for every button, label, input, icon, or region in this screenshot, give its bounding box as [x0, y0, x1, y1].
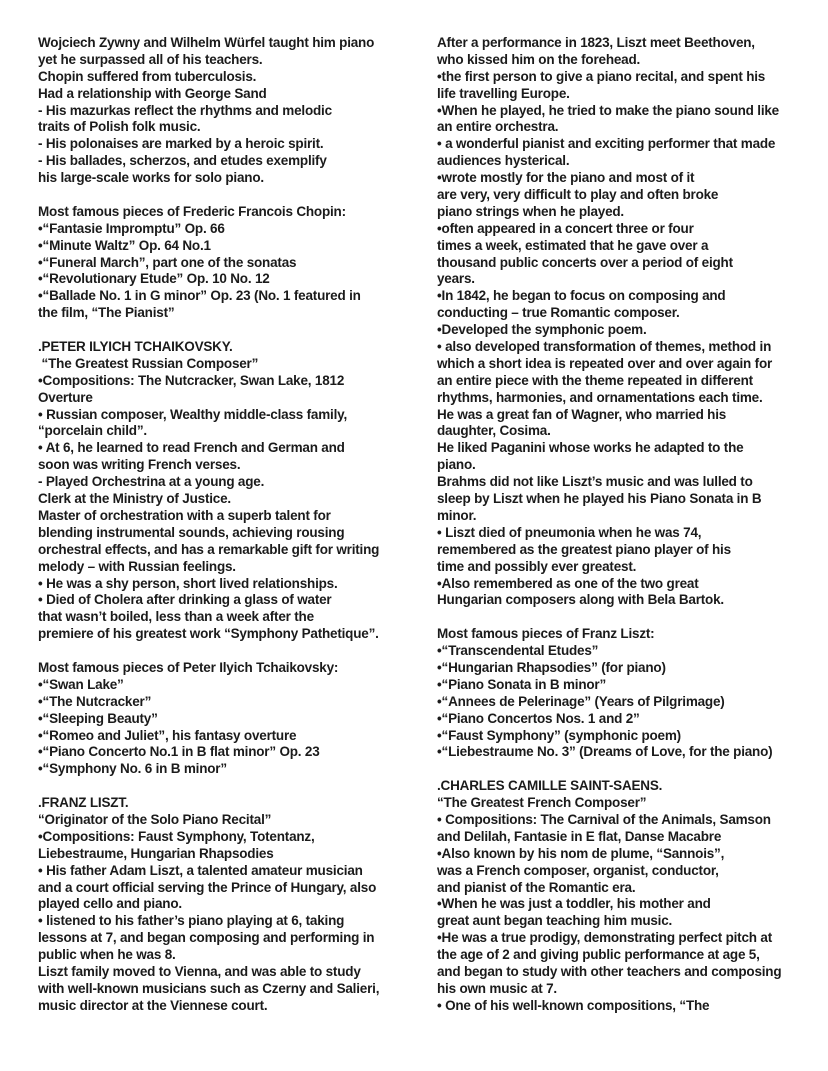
text-line: piano. [437, 457, 476, 473]
text-line: orchestral effects, and has a remarkable gift for writing [38, 541, 380, 557]
text-line: • At 6, he learned to read French and German and [38, 440, 345, 456]
text-line: • Russian composer, Wealthy middle-class family, [38, 406, 347, 422]
text-line: audiences hysterical. [437, 153, 570, 169]
text-line: blending instrumental sounds, achieving rousing [38, 524, 345, 540]
text-line: an entire orchestra. [437, 119, 559, 135]
text-line: •Developed the symphonic poem. [437, 322, 647, 338]
text-line: •When he was just a toddler, his mother and [437, 896, 711, 912]
text-line: time and possibly ever greatest. [437, 558, 637, 574]
text-line: an entire piece with the theme repeated in different [437, 372, 753, 388]
text-line: his large-scale works for solo piano. [38, 170, 264, 186]
text-line: Hungarian composers along with Bela Bartok. [437, 592, 724, 608]
text-line: and a court official serving the Prince of Hungary, also [38, 879, 377, 895]
text-line: Most famous pieces of Franz Liszt: [437, 626, 655, 642]
text-line: life travelling Europe. [437, 85, 570, 101]
text-line: public when he was 8. [38, 947, 176, 963]
text-line: • Liszt died of pneumonia when he was 74, [437, 524, 702, 540]
text-line: After a performance in 1823, Liszt meet Beethoven, [437, 35, 755, 50]
text-line: • also developed transformation of themes, method in [437, 339, 772, 355]
text-line: •When he played, he tried to make the piano sound like [437, 102, 779, 118]
text-line: He was a great fan of Wagner, who married his [437, 406, 727, 422]
blank-line [437, 609, 828, 626]
blank-line [38, 322, 433, 339]
text-column-right [437, 35, 828, 1015]
text-line: •“Piano Concerto No.1 in B flat minor” Op. 23 [38, 744, 320, 760]
text-line: played cello and piano. [38, 896, 182, 912]
text-line: “The Greatest Russian Composer” [38, 355, 259, 371]
text-line: sleep by Liszt when he played his Piano Sonata in B [437, 491, 762, 507]
text-line: and pianist of the Romantic era. [437, 879, 636, 895]
text-line: and began to study with other teachers and composing [437, 963, 782, 979]
text-line: minor. [437, 507, 477, 523]
text-line: •Also known by his nom de plume, “Sannois”, [437, 845, 725, 861]
text-line: He liked Paganini whose works he adapted to the [437, 440, 744, 456]
text-line: •“Swan Lake” [38, 676, 124, 692]
text-line: • Compositions: The Carnival of the Animals, Samson [437, 811, 771, 827]
text-line: - Played Orchestrina at a young age. [38, 474, 265, 490]
text-line: remembered as the greatest piano player of his [437, 541, 731, 557]
blank-line [38, 187, 433, 204]
text-line: •In 1842, he began to focus on composing and [437, 288, 726, 304]
blank-line [437, 761, 828, 778]
text-line: • His father Adam Liszt, a talented amateur musician [38, 862, 363, 878]
text-line: Brahms did not like Liszt’s music and was lulled to [437, 474, 753, 490]
text-line: who kissed him on the forehead. [437, 51, 641, 67]
text-line: and Delilah, Fantasie in E flat, Danse Macabre [437, 828, 722, 844]
text-line: •Compositions: The Nutcracker, Swan Lake, 1812 [38, 372, 345, 388]
text-line: piano strings when he played. [437, 203, 624, 219]
text-line: great aunt began teaching him music. [437, 913, 673, 929]
text-line: Master of orchestration with a superb talent for [38, 507, 331, 523]
text-line: •He was a true prodigy, demonstrating perfect pitch at [437, 930, 772, 946]
text-line: Clerk at the Ministry of Justice. [38, 491, 231, 507]
text-line: lessons at 7, and began composing and performing in [38, 930, 375, 946]
text-line: Liszt family moved to Vienna, and was able to study [38, 963, 361, 979]
text-line: .PETER ILYICH TCHAIKOVSKY. [38, 339, 233, 355]
text-line: •“Transcendental Etudes” [437, 643, 599, 659]
text-line: times a week, estimated that he gave over a [437, 237, 709, 253]
text-line: thousand public concerts over a period of eight [437, 254, 733, 270]
text-line: years. [437, 271, 475, 287]
text-line: •Also remembered as one of the two great [437, 575, 699, 591]
text-line: which a short idea is repeated over and over again for [437, 355, 773, 371]
text-line: • One of his well-known compositions, “The [437, 997, 710, 1013]
text-line: Overture [38, 389, 93, 405]
text-line: the film, “The Pianist” [38, 305, 175, 321]
text-line: music director at the Viennese court. [38, 997, 268, 1013]
text-line: rhythms, harmonies, and ornamentations each time. [437, 389, 763, 405]
text-line: the age of 2 and giving public performance at age 5, [437, 947, 760, 963]
text-line: •“Romeo and Juliet”, his fantasy overture [38, 727, 297, 743]
text-line: • He was a shy person, short lived relationships. [38, 575, 338, 591]
text-line: •“Revolutionary Etude” Op. 10 No. 12 [38, 271, 270, 287]
text-line: •wrote mostly for the piano and most of it [437, 170, 695, 186]
text-line: •“Annees de Pelerinage” (Years of Pilgrimage) [437, 693, 725, 709]
text-line: •“Funeral March”, part one of the sonatas [38, 254, 297, 270]
text-line: melody – with Russian feelings. [38, 558, 236, 574]
text-line: traits of Polish folk music. [38, 119, 201, 135]
text-line: • listened to his father’s piano playing at 6, taking [38, 913, 345, 929]
text-line: •often appeared in a concert three or four [437, 220, 694, 236]
text-line: premiere of his greatest work “Symphony Pathetique”. [38, 626, 379, 642]
text-line: “Originator of the Solo Piano Recital” [38, 811, 272, 827]
text-line: •“Minute Waltz” Op. 64 No.1 [38, 237, 211, 253]
text-line: •Compositions: Faust Symphony, Totentanz, [38, 828, 315, 844]
text-line: •“Piano Concertos Nos. 1 and 2” [437, 710, 640, 726]
text-line: - His ballades, scherzos, and etudes exemplify [38, 153, 327, 169]
text-column-left [38, 35, 433, 1015]
text-line: are very, very difficult to play and often broke [437, 187, 719, 203]
text-line: •“Liebestraume No. 3” (Dreams of Love, for the piano) [437, 744, 773, 760]
text-line: •“Faust Symphony” (symphonic poem) [437, 727, 681, 743]
blank-line [38, 778, 433, 795]
text-line: daughter, Cosima. [437, 423, 551, 439]
text-line: Chopin suffered from tuberculosis. [38, 68, 257, 84]
text-line: .FRANZ LISZT. [38, 795, 129, 811]
text-line: Had a relationship with George Sand [38, 85, 267, 101]
text-line: •“The Nutcracker” [38, 693, 152, 709]
text-line: •“Symphony No. 6 in B minor” [38, 761, 227, 777]
text-line: •“Hungarian Rhapsodies” (for piano) [437, 659, 666, 675]
text-line: •“Fantasie Impromptu” Op. 66 [38, 220, 225, 236]
text-line: “The Greatest French Composer” [437, 795, 647, 811]
text-line: was a French composer, organist, conductor, [437, 862, 719, 878]
text-line: Most famous pieces of Frederic Francois Chopin: [38, 203, 346, 219]
text-line: Wojciech Zywny and Wilhelm Würfel taught him piano [38, 35, 375, 50]
text-line: with well-known musicians such as Czerny and Salieri, [38, 980, 380, 996]
text-line: .CHARLES CAMILLE SAINT-SAENS. [437, 778, 663, 794]
text-line: • Died of Cholera after drinking a glass of water [38, 592, 332, 608]
text-line: his own music at 7. [437, 980, 557, 996]
blank-line [38, 643, 433, 660]
text-line: •the first person to give a piano recital, and spent his [437, 68, 766, 84]
text-line: Most famous pieces of Peter Ilyich Tchaikovsky: [38, 659, 339, 675]
text-line: •“Piano Sonata in B minor” [437, 676, 607, 692]
text-line: •“Ballade No. 1 in G minor” Op. 23 (No. 1 featured in [38, 288, 361, 304]
text-line: Liebestraume, Hungarian Rhapsodies [38, 845, 274, 861]
text-line: yet he surpassed all of his teachers. [38, 51, 263, 67]
text-line: “porcelain child”. [38, 423, 147, 439]
text-line: - His polonaises are marked by a heroic spirit. [38, 136, 324, 152]
text-line: - His mazurkas reflect the rhythms and melodic [38, 102, 332, 118]
text-line: • a wonderful pianist and exciting performer that made [437, 136, 776, 152]
text-line: soon was writing French verses. [38, 457, 241, 473]
text-line: that wasn’t boiled, less than a week after the [38, 609, 314, 625]
text-line: •“Sleeping Beauty” [38, 710, 158, 726]
text-line: conducting – true Romantic composer. [437, 305, 680, 321]
